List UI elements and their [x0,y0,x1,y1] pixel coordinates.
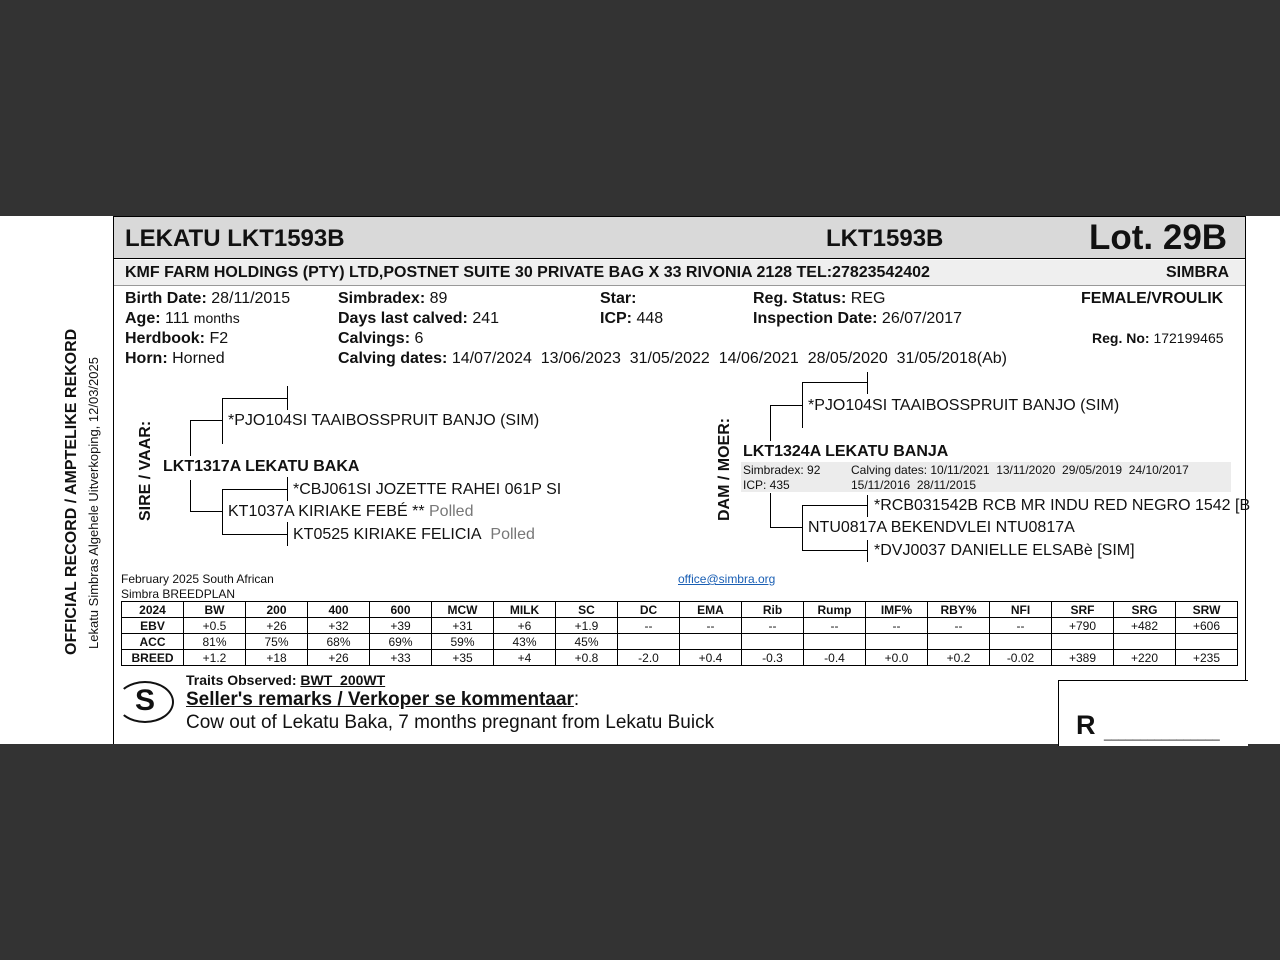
calving-dates: Calving dates: 14/07/2024 13/06/2023 31/05/2022 14/06/2021 28/05/2020 31/05/2018(Ab) [338,350,1007,367]
ebv-table [121,601,1238,666]
dam-label: DAM / MOER: [716,417,733,521]
lot-number: Lot. 29B [1089,218,1228,257]
dam-icp: ICP: 435 [743,478,790,492]
email-link[interactable]: office@simbra.org [678,572,776,586]
remarks-heading: Seller's remarks / Verkoper se kommentaar: [186,689,580,710]
dam-dam-dam: *DVJ0037 DANIELLE ELSABè [SIM] [874,542,1135,559]
reg-number: Reg. No: 172199465 [1092,330,1224,346]
sire-dam-sire: *CBJ061SI JOZETTE RAHEI 061P SI [293,481,562,498]
owner-line: KMF FARM HOLDINGS (PTY) LTD,POSTNET SUITE 30 PRIVATE BAG X 33 RIVONIA 2128 TEL:27823542402 [125,264,930,281]
dam-simbradex: Simbradex: 92 [743,463,821,477]
icp: ICP: 448 [600,310,664,327]
simbradex: Simbradex: 89 [338,290,448,307]
dam-dam: NTU0817A BEKENDVLEI NTU0817A [808,519,1075,536]
breedplan-line2: Simbra BREEDPLAN [121,587,236,601]
breed-row: BREED +1.2 +18 +26 +33 +35 +4 +0.8 -2.0 +0.4 -0.3 -0.4 +0.0 +0.2 -0.02 +389 +220 +235 [122,650,1238,666]
animal-id: LKT1593B [826,225,944,252]
dam-calving-dates-2: 15/11/2016 28/11/2015 [851,478,977,492]
birth-date: Birth Date: 28/11/2015 [125,290,291,307]
acc-row: ACC 81% 75% 68% 69% 59% 43% 45% [122,634,1238,650]
sire-dam: KT1037A KIRIAKE FEBÉ ** Polled [228,503,474,520]
breed-label: SIMBRA [1166,264,1230,281]
breedplan-line1: February 2025 South African [121,572,274,586]
r-label: R [1076,710,1096,740]
inspection-date: Inspection Date: 26/07/2017 [753,310,962,327]
sale-label: Lekatu Simbras Algehele Uitverkoping, 12/03/2025 [86,357,101,649]
reg-status: Reg. Status: REG [753,290,886,307]
official-record-label: OFFICIAL RECORD / AMPTELIKE REKORD [63,328,80,655]
dam-name: LKT1324A LEKATU BANJA [743,443,949,460]
star-label: Star: [600,290,637,307]
ebv-header-row: 2024 BW 200 400 600 MCW MILK SC DC EMA Rib Rump IMF% RBY% NFI SRF SRG SRW [122,602,1238,618]
remarks-text: Cow out of Lekatu Baka, 7 months pregnant from Lekatu Buick [186,712,715,733]
sex-label: FEMALE/VROULIK [1081,290,1224,307]
herdbook: Herdbook: F2 [125,330,229,347]
calvings: Calvings: 6 [338,330,424,347]
sire-dam-dam: KT0525 KIRIAKE FELICIA Polled [293,526,535,543]
r-signature-line[interactable]: ________________ [1104,726,1220,741]
days-last-calved: Days last calved: 241 [338,310,500,327]
simbra-logo: S [116,681,174,723]
dam-calving-dates-1: Calving dates: 10/11/2021 13/11/2020 29/05/2019 24/10/2017 [851,463,1189,477]
sire-sire: *PJO104SI TAAIBOSSPRUIT BANJO (SIM) [228,412,540,429]
horn: Horn: Horned [125,350,225,367]
sire-name: LKT1317A LEKATU BAKA [163,458,360,475]
sire-label: SIRE / VAAR: [137,420,154,521]
dam-dam-sire: *RCB031542B RCB MR INDU RED NEGRO 1542 [B [874,497,1251,514]
ebv-row: EBV +0.5 +26 +32 +39 +31 +6 +1.9 -- -- -- -- -- -- -- +790 +482 +606 [122,618,1238,634]
dam-sire: *PJO104SI TAAIBOSSPRUIT BANJO (SIM) [808,397,1120,414]
traits-observed: Traits Observed: BWT 200WT [186,672,386,688]
animal-name: LEKATU LKT1593B [125,225,345,252]
age: Age: 111 months [125,310,240,327]
